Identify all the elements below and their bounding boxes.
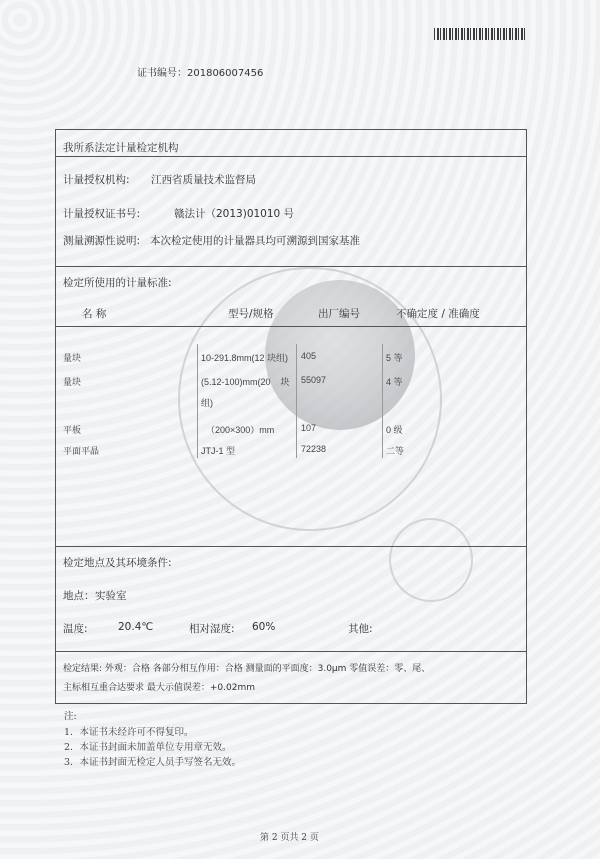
auth-body-value: 江西省质量技术监督局	[151, 174, 256, 186]
col-divider	[382, 344, 383, 458]
environment-title: 检定地点及其环境条件:	[63, 557, 172, 569]
barcode	[434, 28, 526, 40]
row-accuracy: 0 级	[386, 425, 403, 435]
row-model: 10-291.8mm(12 块组)	[201, 353, 289, 363]
row-model: 组)	[201, 398, 213, 408]
divider	[56, 546, 526, 547]
col-header-accuracy: 不确定度 / 准确度	[396, 308, 480, 320]
row-accuracy: 二等	[386, 446, 405, 456]
row-name: 量块	[63, 377, 82, 387]
auth-cert-label: 计量授权证书号:	[63, 208, 141, 220]
humidity-label: 相对湿度:	[189, 623, 235, 635]
traceability-label: 测量溯源性说明:	[63, 235, 141, 247]
note-item: 1．本证书未经许可不得复印。	[64, 727, 194, 738]
traceability-value: 本次检定使用的计量器具均可溯源到国家基准	[150, 235, 360, 247]
col-header-name: 名 称	[82, 308, 107, 320]
cert-number-label: 证书编号：	[137, 68, 187, 79]
row-model: (5.12-100)mm(20 块	[201, 377, 290, 387]
row-accuracy: 4 等	[386, 377, 403, 387]
page-number: 第 2 页共 2 页	[260, 833, 319, 843]
divider	[56, 651, 526, 652]
auth-cert-value: 赣法计（2013)01010 号	[174, 208, 295, 220]
note-item: 2．本证书封面未加盖单位专用章无效。	[64, 742, 232, 753]
location-label: 地点：	[63, 590, 95, 602]
other-label: 其他:	[348, 623, 373, 635]
col-divider	[296, 344, 297, 458]
divider	[56, 156, 526, 157]
note-item: 3．本证书封面无检定人员手写签名无效。	[64, 757, 242, 768]
certificate-number	[137, 64, 263, 79]
row-accuracy: 5 等	[386, 353, 403, 363]
col-header-serial: 出厂编号	[318, 308, 360, 320]
col-divider	[197, 344, 198, 458]
certificate-table	[55, 129, 527, 704]
divider	[56, 266, 526, 267]
temperature-value: 20.4℃	[118, 621, 154, 633]
row-serial: 405	[301, 351, 317, 361]
divider	[56, 326, 526, 327]
row-model: （200×300）mm	[206, 425, 275, 435]
row-name: 平板	[63, 425, 82, 435]
notes-title: 注:	[64, 711, 77, 722]
row-serial: 55097	[301, 375, 327, 385]
row-model: JTJ-1 型	[201, 446, 236, 456]
cert-number-value: 201806007456	[187, 68, 264, 79]
humidity-value: 60%	[252, 621, 276, 633]
standards-title: 检定所使用的计量标准:	[63, 277, 172, 289]
temperature-label: 温度:	[63, 623, 88, 635]
row-name: 量块	[63, 353, 82, 363]
col-header-model: 型号/规格	[228, 308, 274, 320]
row-serial: 107	[301, 423, 317, 433]
row-name: 平面平晶	[63, 446, 100, 456]
location-value: 实验室	[95, 590, 127, 602]
result-line-2: 主标相互重合达要求 最大示值误差：+0.02mm	[63, 683, 255, 693]
row-serial: 72238	[301, 444, 327, 454]
org-title: 我所系法定计量检定机构	[63, 142, 179, 154]
result-line-1: 检定结果: 外观：合格 各部分相互作用：合格 测量面的平面度：3.0μm 零值误差：零、尾、	[63, 664, 431, 674]
auth-body-label: 计量授权机构:	[63, 174, 130, 186]
